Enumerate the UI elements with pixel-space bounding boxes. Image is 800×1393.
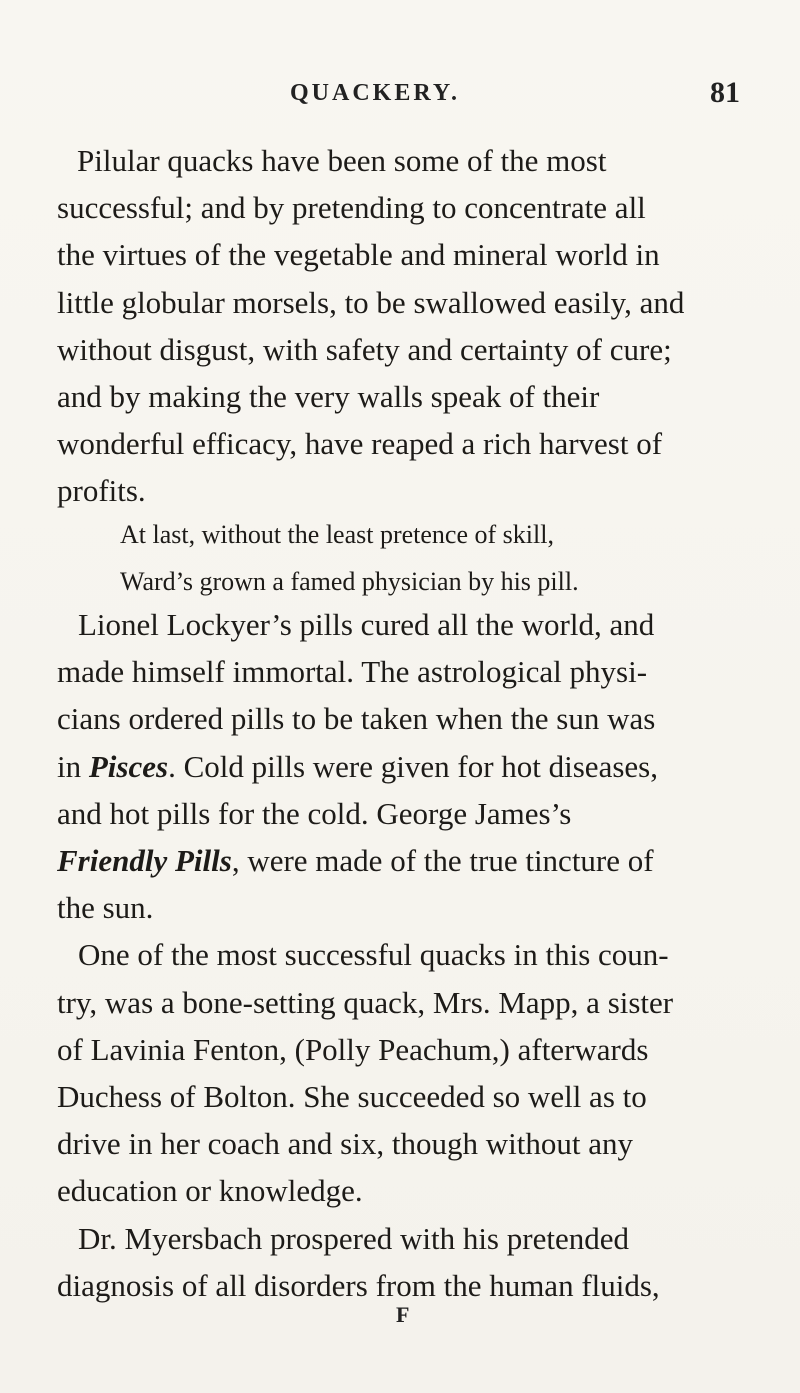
text-line: One of the most successful quacks in this coun- [78, 937, 669, 973]
text-line: successful; and by pretending to concentrate all [57, 190, 646, 226]
text-line: try, was a bone-setting quack, Mrs. Mapp, a sister [57, 984, 674, 1020]
text-line: made himself immortal. The astrological physi- [57, 654, 648, 690]
verse-line: At last, without the least pretence of skill, [120, 519, 554, 549]
pisces-emphasis: Pisces [88, 748, 169, 784]
text-line [57, 744, 658, 790]
text-line: and by making the very walls speak of their [57, 379, 600, 414]
text-line: Lionel Lockyer’s pills cured all the world, and [78, 607, 655, 642]
verse-line: Ward’s grown a famed physician by his pill. [120, 566, 579, 596]
text-line: profits. [57, 473, 146, 509]
text-line: Dr. Myersbach prospered with his pretended [78, 1220, 629, 1256]
friendly-pills-emphasis: Friendly Pills [57, 843, 232, 878]
text-fragment: in [57, 748, 89, 784]
text-line [57, 838, 654, 884]
text-line: cians ordered pills to be taken when the sun was [57, 701, 656, 737]
text-line: drive in her coach and six, though without any [57, 1126, 633, 1162]
text-line: wonderful efficacy, have reaped a rich harvest of [57, 426, 663, 462]
text-line: without disgust, with safety and certainty of cure; [57, 331, 672, 367]
text-line: little globular morsels, to be swallowed easily, and [57, 284, 685, 320]
signature-mark: F [396, 1302, 410, 1327]
text-line: of Lavinia Fenton, (Polly Peachum,) afterwards [57, 1031, 649, 1067]
text-fragment: , were made of the true tincture of [231, 843, 654, 878]
text-line: diagnosis of all disorders from the human fluids, [57, 1267, 660, 1303]
text-line: and hot pills for the cold. George James’s [57, 795, 572, 831]
text-fragment: . Cold pills were given for hot diseases, [168, 748, 658, 784]
text-line: education or knowledge. [57, 1173, 363, 1209]
text-line: Pilular quacks have been some of the most [77, 143, 607, 178]
running-head: QUACKERY. [290, 80, 460, 106]
text-line: the sun. [57, 890, 154, 926]
page-number: 81 [710, 76, 740, 109]
text-line: Duchess of Bolton. She succeeded so well as to [57, 1079, 647, 1114]
text-line: the virtues of the vegetable and mineral world in [57, 237, 660, 273]
